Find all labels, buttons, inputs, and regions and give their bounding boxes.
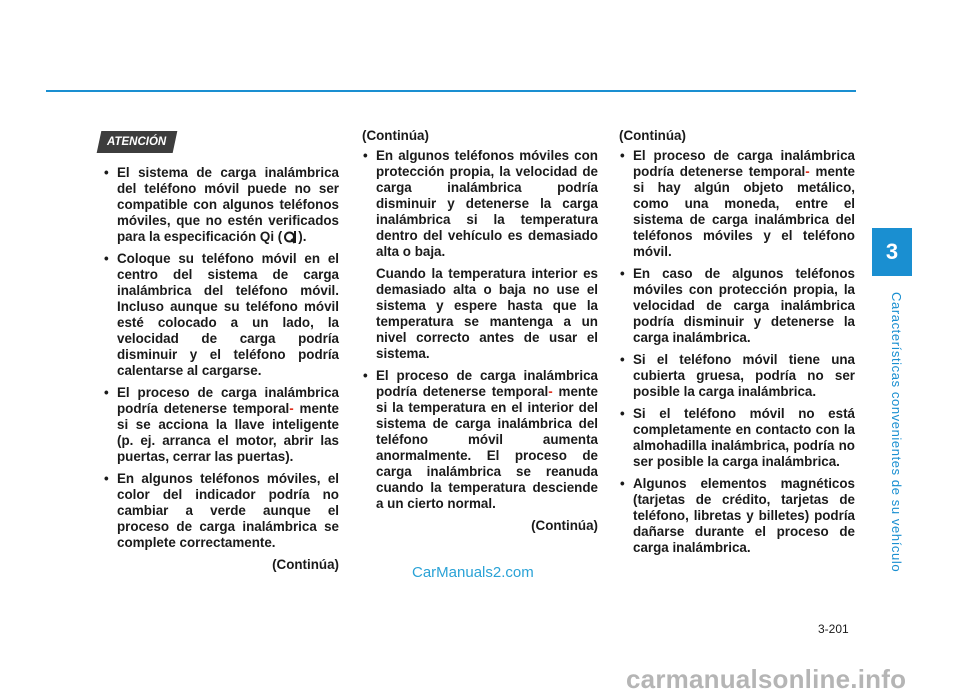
caution-list — [103, 165, 339, 551]
list-item: • En algunos teléfonos móviles con protección propia, la velocidad de carga inalámbrica podría disminuir y detenerse la carga inalámbrica si la temperatura dentro del vehículo es demasiado alta o baja. — [362, 148, 598, 260]
column-2 — [362, 128, 598, 534]
watermark-carmanuals2: CarManuals2.com — [412, 564, 534, 581]
list-item: • Coloque su teléfono móvil en el centro del sistema de carga inalámbrica del teléfono móvil. Incluso aunque su teléfono móvil esté colocado a un lado, la velocidad de carga podría disminuir y el teléfono podría calentarse al cargarse. — [103, 251, 339, 379]
column-3 — [619, 128, 855, 562]
page-number: 3-201 — [818, 622, 849, 636]
list-item: • El sistema de carga inalámbrica del teléfono móvil puede no ser compatible con algunos teléfonos móviles, que no estén verificados para la especificación Qi ( ). — [103, 165, 339, 245]
list-item: • El proceso de carga inalámbrica podría detenerse temporal- mente si la temperatura en el interior del sistema de carga inalámbrica del teléfono móvil aumenta anormalmente. El proceso de carga inalámbrica se reanuda cuando la temperatura desciende a un cierto normal. — [362, 368, 598, 512]
caution-badge: ATENCIÓN — [97, 131, 178, 153]
list-item: • Si el teléfono móvil no está completamente en contacto con la almohadilla inalámbrica, podría no ser posible la carga inalámbrica. — [619, 406, 855, 470]
continued-heading: (Continúa) — [362, 128, 429, 143]
header-rule — [46, 90, 856, 92]
caution-list — [619, 148, 855, 556]
column-1 — [103, 128, 339, 573]
caution-list — [362, 148, 598, 260]
sub-paragraph: Cuando la temperatura interior es demasiado alta o baja no use el sistema y espere hasta que la temperatura se mantenga a un nivel correcto antes de usar el sistema. — [376, 266, 598, 361]
continued-note: (Continúa) — [531, 518, 598, 533]
chapter-title: Características convenientes de su vehículo — [889, 292, 904, 573]
continued-heading: (Continúa) — [619, 128, 686, 143]
qi-logo-icon — [284, 230, 296, 244]
watermark-carmanualsonline: carmanualsonline.info — [626, 664, 907, 694]
chapter-number-tab: 3 — [872, 228, 912, 276]
caution-list — [362, 368, 598, 512]
list-item: • En algunos teléfonos móviles, el color del indicador podría no cambiar a verde aunque el proceso de carga inalámbrica se complete correctamente. — [103, 471, 339, 551]
list-item: • Si el teléfono móvil tiene una cubierta gruesa, podría no ser posible la carga inalámbrica. — [619, 352, 855, 400]
list-item: • En caso de algunos teléfonos móviles con protección propia, la velocidad de carga inalámbrica podría disminuir y detenerse la carga inalámbrica. — [619, 266, 855, 346]
list-item: • Algunos elementos magnéticos (tarjetas de crédito, tarjetas de teléfono, libretas y billetes) podría dañarse durante el proceso de carga inalámbrica. — [619, 476, 855, 556]
list-item: • El proceso de carga inalámbrica podría detenerse temporal- mente si se acciona la llave inteligente (p. ej. arranca el motor, abrir las puertas, cerrar las puertas). — [103, 385, 339, 465]
continued-note: (Continúa) — [272, 557, 339, 572]
list-item: • El proceso de carga inalámbrica podría detenerse temporal- mente si hay algún objeto metálico, como una moneda, entre el sistema de carga inalámbrica del teléfonos móviles y el teléfono móvil. — [619, 148, 855, 260]
